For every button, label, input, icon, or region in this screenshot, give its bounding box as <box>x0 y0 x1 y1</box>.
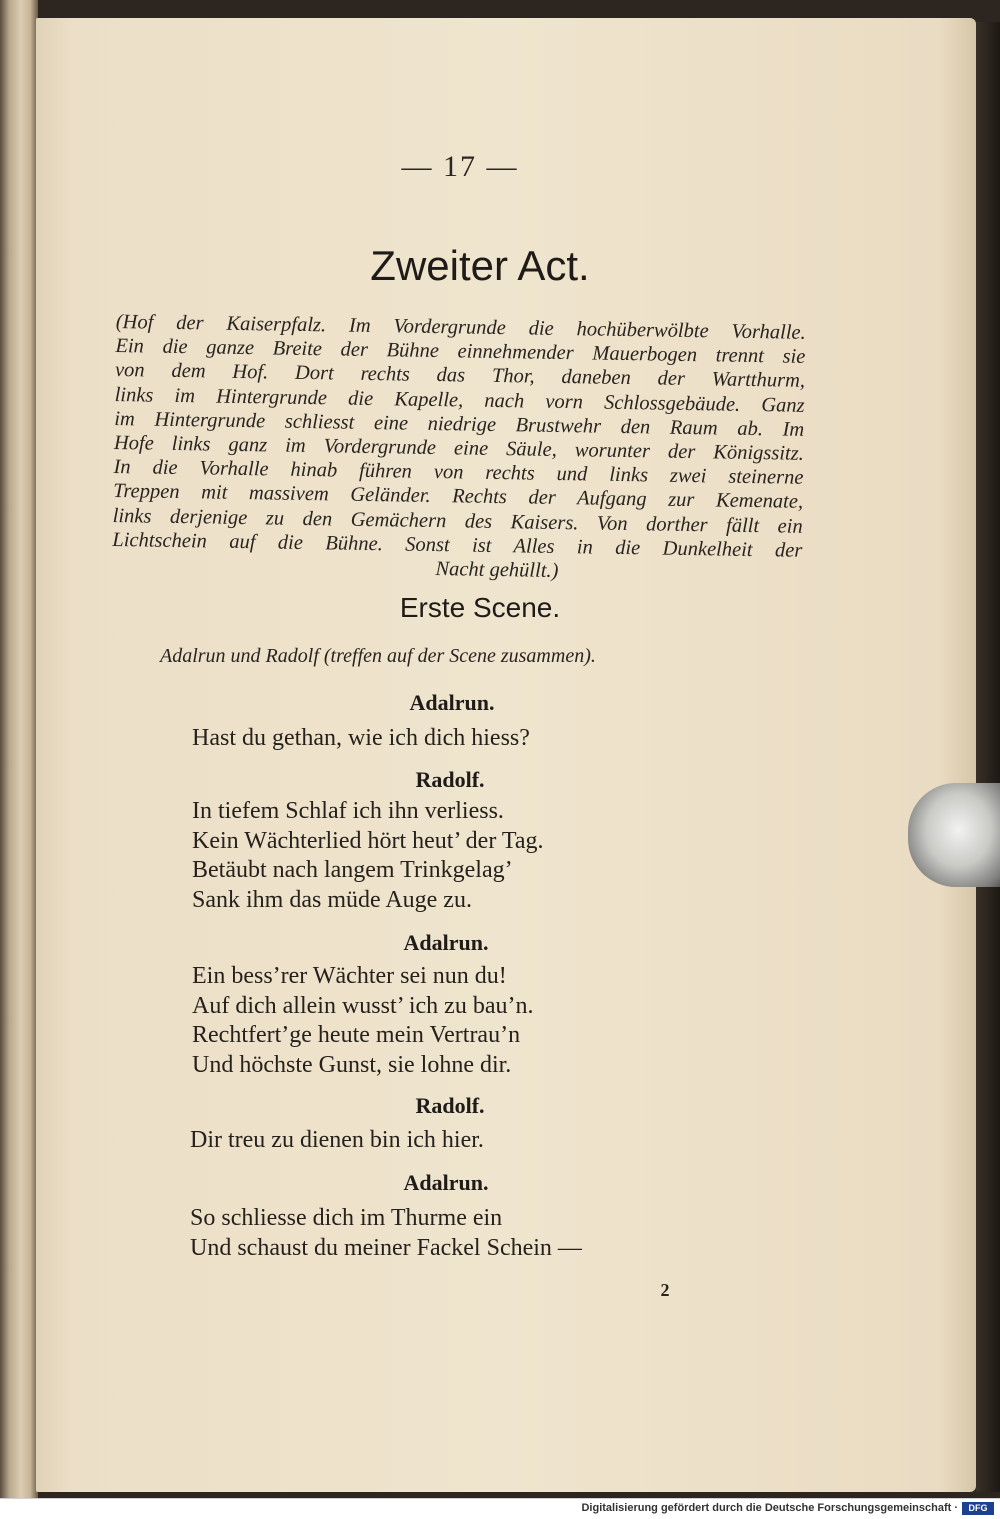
verse-line: Sank ihm das müde Auge zu. <box>192 886 472 913</box>
verse-line: In tiefem Schlaf ich ihn verliess. <box>192 798 504 824</box>
verse-line: Dir treu zu dienen bin ich hier. <box>190 1127 484 1153</box>
stage-direction-line: im Hintergrunde schliesst eine niedrige Brustwehr den Raum ab. Im <box>114 407 805 441</box>
speaker-name: Radolf. <box>415 767 485 792</box>
characters-line: Adalrun und Radolf (treffen auf der Scene zusammen). <box>160 645 596 667</box>
verse-line: Betäubt nach langem Trinkgelag’ <box>192 857 513 883</box>
stage-direction-line: Hofe links ganz im Vordergrunde eine Säule, worunter der Königssitz. <box>113 432 804 465</box>
verse-block <box>192 797 712 915</box>
book-cover-edge <box>976 22 1000 1492</box>
act-title: Zweiter Act. <box>370 242 590 289</box>
verse-line: Hast du gethan, wie ich dich hiess? <box>192 725 530 751</box>
stage-direction-line: (Hof der Kaiserpfalz. Im Vordergrunde die hochüberwölbte Vorhalle. <box>115 310 806 344</box>
stage-direction-line: Ein die ganze Breite der Bühne einnehmender Mauerbogen trennt sie <box>115 335 806 369</box>
stage-direction-line: Lichtschein auf die Bühne. Sonst ist Alles in die Dunkelheit der <box>112 528 803 562</box>
scene-title: Erste Scene. <box>399 592 561 623</box>
previous-page-edge <box>0 0 38 1498</box>
stage-direction-line: Treppen mit massivem Geländer. Rechts der Aufgang zur Kemenate, <box>112 480 804 514</box>
dfg-logo: DFG <box>962 1502 994 1515</box>
verse-line: So schliesse dich im Thurme ein <box>190 1205 503 1231</box>
stage-direction <box>112 310 806 587</box>
page-turn-magnifier-icon[interactable] <box>908 783 1000 887</box>
speaker-name: Adalrun. <box>403 930 489 955</box>
verse-line: Rechtfert’ge heute mein Vertrau’n <box>192 1022 521 1048</box>
verse-line: Und höchste Gunst, sie lohne dir. <box>192 1051 512 1078</box>
verse-line: Kein Wächterlied hört heut’ der Tag. <box>192 827 544 854</box>
verse-block <box>192 962 712 1080</box>
stage-direction-line: von dem Hof. Dort rechts das Thor, daneben der Wartthurm, <box>114 359 806 393</box>
verse-line: Und schaust du meiner Fackel Schein — <box>190 1234 582 1261</box>
stage-direction-line: Nacht gehüllt.) <box>435 558 559 583</box>
verse-block <box>192 724 712 754</box>
page-number: — 17 — <box>401 150 519 183</box>
speaker-name: Adalrun. <box>409 690 495 715</box>
signature-mark: 2 <box>660 1280 670 1300</box>
footer-bar <box>0 1498 1000 1519</box>
verse-block <box>190 1204 710 1263</box>
speaker-name: Radolf. <box>415 1093 485 1118</box>
stage-direction-line: links derjenige zu den Gemächern des Kaisers. Von dorther fällt ein <box>112 504 803 538</box>
book-page <box>36 18 976 1492</box>
funding-credit: Digitalisierung gefördert durch die Deutsche Forschungsgemeinschaft · <box>581 1502 958 1514</box>
speaker-name: Adalrun. <box>403 1170 489 1195</box>
stage-direction-line: links im Hintergrunde die Kapelle, nach vorn Schlossgebäude. Ganz <box>114 383 805 417</box>
stage-direction-line: In die Vorhalle hinab führen von rechts und links zwei steinerne <box>113 456 804 490</box>
verse-block <box>190 1126 710 1156</box>
verse-line: Ein bess’rer Wächter sei nun du! <box>192 963 507 989</box>
verse-line: Auf dich allein wusst’ ich zu bau’n. <box>192 992 534 1019</box>
